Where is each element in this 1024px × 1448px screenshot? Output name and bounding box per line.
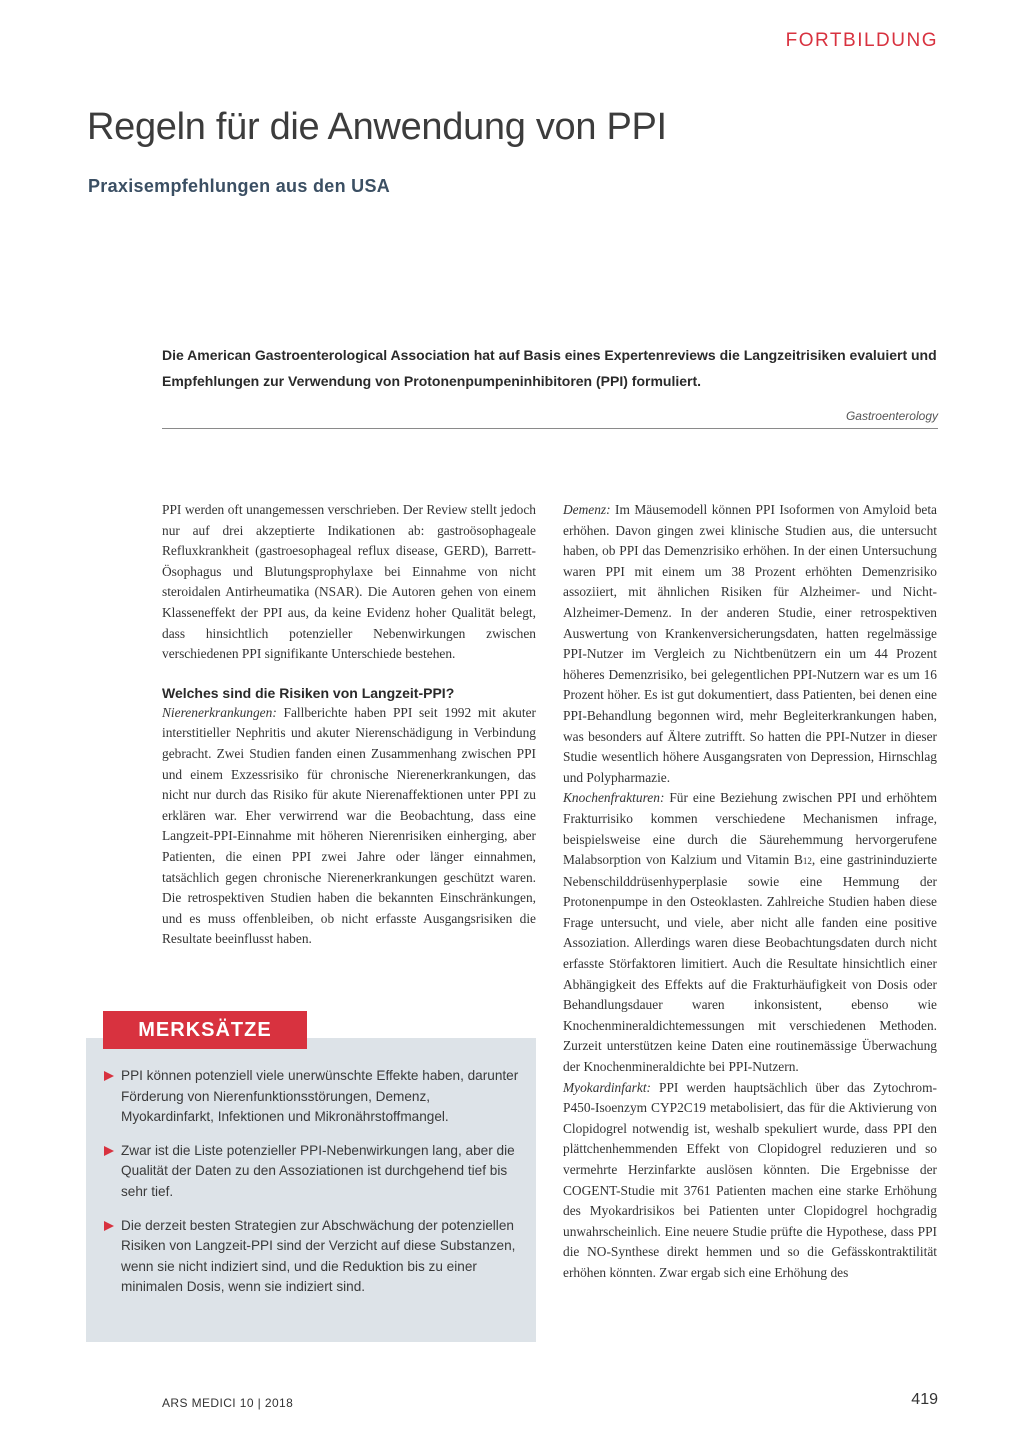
section-label: FORTBILDUNG (785, 30, 938, 51)
footer-journal: ARS MEDICI 10 | 2018 (162, 1396, 294, 1410)
list-item-text: PPI können potenziell viele unerwünschte Effekte haben, darunter Förderung von Nierenfunktionsstörungen, Demenz, Myokardinfarkt, Infektionen und Mikronährstoffmangel. (121, 1068, 519, 1125)
body-column-left (162, 500, 536, 950)
triangle-bullet-icon (104, 1071, 114, 1081)
fracture-label: Knochenfrakturen: (563, 790, 665, 806)
list-item (104, 1141, 524, 1203)
risks-heading: Welches sind die Risiken von Langzeit-PPI? (162, 684, 455, 701)
kidney-label: Nierenerkrankungen: (162, 704, 277, 720)
kidney-text: Fallberichte haben PPI seit 1992 mit akuter interstitieller Nephritis und akuter Nierenschädigung in Verbindung gebracht. Zwei Studien fanden einen Zusammenhang zwischen PPI und einem Exzessrisiko für chronische Nierenerkrankungen, das nicht nur durch das Risiko für akute Nierenaffektionen unter PPI zu erklären war. Eher verwirrend war die Beobachtung, dass eine Langzeit-PPI-Einnahme mit höheren Nierenrisiken einherging, aber Patienten, die einen PPI zwei Jahre oder länger einnahmen, tatsächlich gegen chronische Nierenerkrankungen geschützt waren. Die retrospektiven Studien haben die bekannten Einschränkungen, und es muss offenbleiben, ob nicht erfasste Ausgangsrisiken die Resultate beeinflusst haben. (162, 704, 536, 947)
fracture-paragraph (563, 788, 937, 1077)
mi-paragraph (563, 1078, 937, 1284)
merksaetze-list (104, 1066, 524, 1311)
lead-divider (162, 428, 938, 429)
mi-text: PPI werden hauptsächlich über das Zytochrom-P450-Isoenzym CYP2C19 metabolisiert, das für die Aktivierung von Clopidogrel notwendig ist, weshalb spekuliert wurde, dass PPI den plättchenhemmenden Effekt von Clopidogrel reduzieren und so vermehrte Herzinfarkte auslösen könnten. Die Ergebnisse der COGENT-Studie mit 3761 Patienten machen eine starke Erhöhung des Myokardrisikos bei Patienten unter Clopidogrel hochgradig unwahrscheinlich. Eine neuere Studie prüfte die Hypothese, dass PPI die NO-Synthese direkt hemmen und so die Gefässkontraktilität erhöhen könnten. Zwar ergab sich eine Erhöhung des (563, 1079, 937, 1280)
article-title: Regeln für die Anwendung von PPI (87, 106, 667, 148)
dementia-paragraph (563, 500, 937, 788)
body-column-right (563, 500, 937, 1284)
source-label: Gastroenterology (845, 409, 938, 423)
lead-paragraph: Die American Gastroenterological Association hat auf Basis eines Expertenreviews die Langzeitrisiken evaluiert und Empfehlungen zur Verwendung von Protonenpumpeninhibitoren (PPI) formuliert. (162, 347, 937, 389)
fracture-text: Für eine Beziehung zwischen PPI und erhöhtem Frakturrisiko kommen verschiedene Mechanismen infrage, beispielsweise eine durch die Säurehemmung hervorgerufene Malabsorption von Kalzium und Vitamin B (563, 790, 937, 868)
article-subtitle: Praxisempfehlungen aus den USA (88, 176, 391, 196)
dementia-label: Demenz: (563, 502, 611, 517)
kidney-paragraph (162, 703, 536, 950)
merksaetze-title: MERKSÄTZE (103, 1011, 307, 1049)
list-item-text: Zwar ist die Liste potenzieller PPI-Nebenwirkungen lang, aber die Qualität der Daten zu den Assoziationen ist durchgehend tief bis sehr tief. (121, 1142, 515, 1199)
list-item (104, 1216, 524, 1298)
triangle-bullet-icon (104, 1146, 114, 1156)
dementia-text: Im Mäusemodell können PPI Isoformen von Amyloid beta erhöhen. Davon gingen zwei klinische Studien aus, die untersucht haben, ob PPI das Demenzrisiko erhöhen. In der einen Untersuchung waren PPI mit einem um 38 Prozent erhöhten Demenzrisiko assoziiert, mit ähnlichen Risiken für Alzheimer- und Nicht-Alzheimer-Demenz. In der anderen Studie, einer retrospektiven Auswertung von Krankenversicherungsdaten, hatten regelmässige PPI-Nutzer im Vergleich zu Nichtbenützern ein um 44 Prozent höheres Demenzrisiko, bei gelegentlichen PPI-Nutzern war es um 16 Prozent höher. Es ist gut dokumentiert, dass Patienten, bei denen eine PPI-Behandlung begonnen wird, mehr Begleiterkrankungen haben, was besonders auf Ältere zutrifft. So hatten die PPI-Nutzer in dieser Studie wesentlich höhere Ausgangsraten von Depression, Hirnschlag und Polypharmazie. (563, 502, 937, 785)
intro-paragraph: PPI werden oft unangemessen verschrieben. Der Review stellt jedoch nur auf drei akzeptierte Indikationen ab: gastroösophageale Refluxkrankheit (gastroesophageal reflux disease, GERD), Barrett-Ösophagus und Blutungsprophylaxe bei Einnahme von nicht steroidalen Antirheumatika (NSAR). Die Autoren gehen von einem Klasseneffekt der PPI aus, da keine Evidenz hoher Qualität belegt, dass hinsichtlich potenzieller Nebenwirkungen zwischen verschiedenen PPI signifikante Unterschiede bestehen. (162, 502, 536, 662)
fracture-text-cont: , eine gastrininduzierte Nebenschilddrüsenhyperplasie sowie eine Hemmung der Protonenpumpe in den Osteoklasten. Zahlreiche Studien haben diese Frage untersucht, und viele, aber nicht alle fanden eine positive Assoziation. Allerdings waren diese Beobachtungsdaten durch nicht erfasste Störfaktoren limitiert. Auch die Resultate hinsichtlich einer Abhängigkeit des Effekts auf die Frakturhäufigkeit von Dosis oder Behandlungsdauer waren inkonsistent, ebenso wie Knochenmineraldichtemessungen mit verschiedenen Methoden. Zurzeit unterstützen keine Daten eine routinemässige Überwachung der Knochenmineraldichte bei PPI-Nutzern. (563, 852, 938, 1075)
mi-label: Myokardinfarkt: (563, 1079, 652, 1095)
page-number: 419 (911, 1391, 938, 1408)
list-item (104, 1066, 524, 1128)
vitamin-subscript: 12 (802, 856, 812, 867)
list-item-text: Die derzeit besten Strategien zur Abschwächung der potenziellen Risiken von Langzeit-PPI sind der Verzicht auf diese Substanzen, wenn sie nicht indiziert sind, und die Reduktion bis zu einer minimalen Dosis, wenn sie indiziert sind. (121, 1217, 516, 1295)
triangle-bullet-icon (104, 1221, 114, 1231)
